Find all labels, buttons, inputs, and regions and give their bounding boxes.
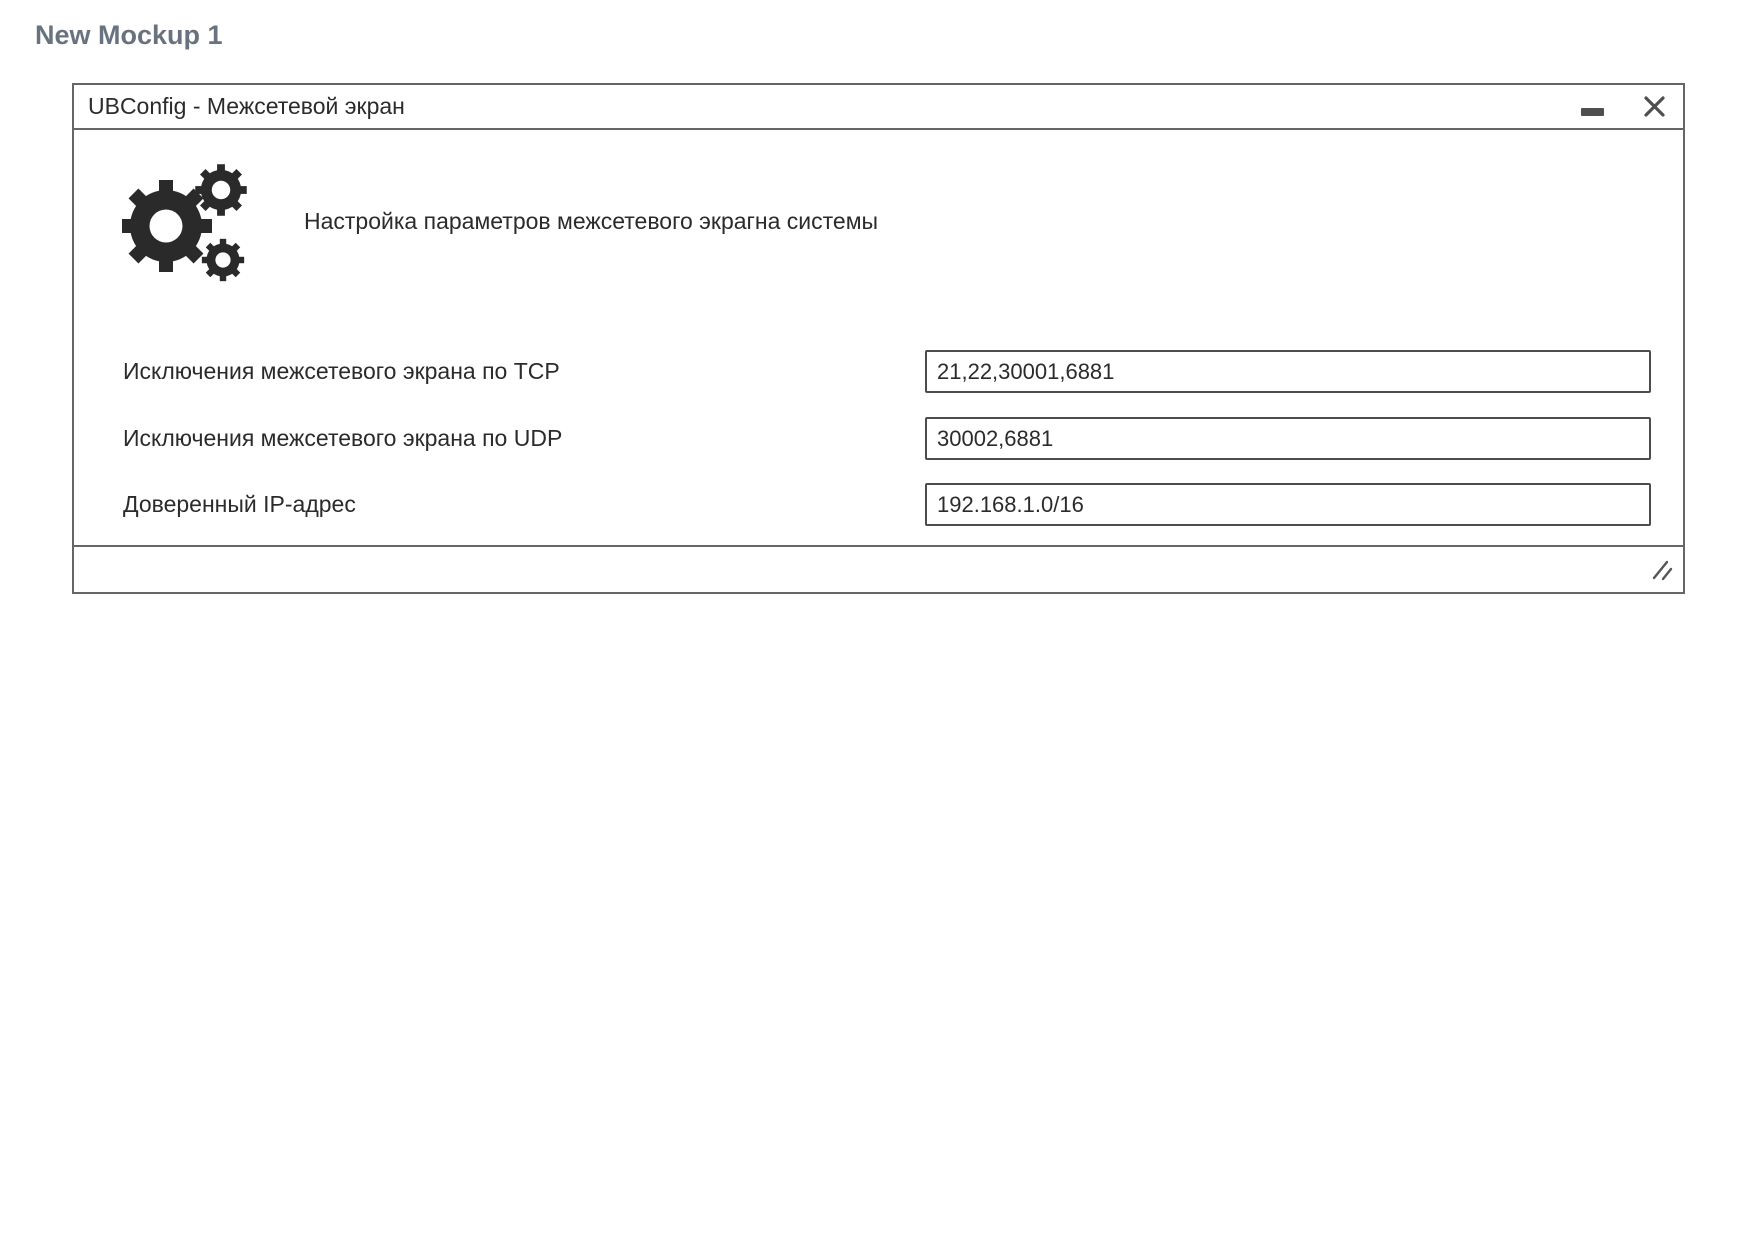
window-statusbar — [74, 545, 1683, 592]
field-row-tcp-exceptions — [74, 350, 1683, 393]
field-row-udp-exceptions — [74, 417, 1683, 460]
udp-exceptions-label: Исключения межсетевого экрана по UDP — [123, 425, 563, 451]
resize-handle[interactable] — [1649, 557, 1675, 583]
minimize-button[interactable] — [1579, 94, 1605, 120]
tcp-exceptions-input[interactable] — [925, 350, 1651, 393]
trusted-ip-label: Доверенный IP-адрес — [123, 491, 356, 517]
window-title: UBConfig - Межсетевой экран — [88, 93, 405, 119]
close-icon — [1643, 95, 1666, 118]
page-title: New Mockup 1 — [35, 20, 223, 50]
window-controls — [1579, 94, 1667, 120]
udp-exceptions-input[interactable] — [925, 417, 1651, 460]
tcp-exceptions-label: Исключения межсетевого экрана по TCP — [123, 358, 560, 384]
resize-grip-icon — [1650, 558, 1674, 582]
trusted-ip-input[interactable] — [925, 483, 1651, 526]
gears-icon — [122, 160, 252, 282]
window-titlebar[interactable] — [74, 85, 1683, 130]
minimize-icon — [1581, 108, 1604, 116]
close-button[interactable] — [1641, 94, 1667, 120]
ubconfig-firewall-window — [72, 83, 1685, 594]
field-row-trusted-ip — [74, 483, 1683, 526]
window-content — [74, 130, 1683, 545]
dialog-description: Настройка параметров межсетевого экрагна системы — [304, 208, 879, 234]
